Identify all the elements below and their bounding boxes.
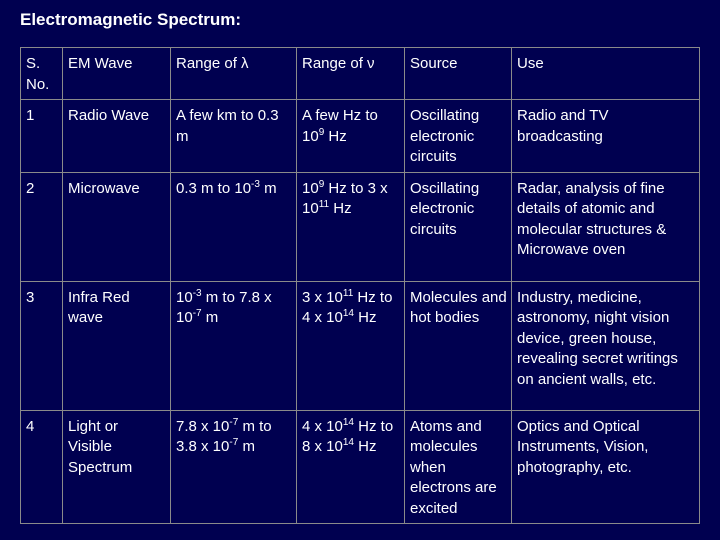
cell-em-wave: Infra Red wave [63,281,171,410]
spectrum-table [20,47,700,524]
page-title: Electromagnetic Spectrum: [20,10,242,29]
cell-use: Radio and TV broadcasting [512,100,700,173]
cell-em-wave: Radio Wave [63,100,171,173]
cell-sno: 4 [21,410,63,524]
cell-use: Optics and Optical Instruments, Vision, photography, etc. [512,410,700,524]
table-row [21,100,700,173]
cell-sno: 1 [21,100,63,173]
cell-range-nu: 4 x $10^{14}$ Hz to 8 x $10^{14}$ Hz [297,410,405,524]
table-row [21,410,700,524]
header-sno: S. No. [21,48,63,100]
cell-range-nu: A few Hz to $10^9$ Hz [297,100,405,173]
cell-use: Radar, analysis of fine details of atomic and molecular structures & Microwave oven [512,172,700,281]
cell-source: Oscillating electronic circuits [405,172,512,281]
cell-sno: 2 [21,172,63,281]
table-row [21,172,700,281]
header-range-nu: Range of ν [297,48,405,100]
cell-source: Atoms and molecules when electrons are excited [405,410,512,524]
cell-range-lambda: 7.8 x $10^{-7}$ m to 3.8 x $10^{-7}$ m [171,410,297,524]
table-row [21,281,700,410]
table-header-row [21,48,700,100]
header-range-lambda: Range of λ [171,48,297,100]
cell-range-lambda: 0.3 m to $10^{-3}$ m [171,172,297,281]
cell-range-nu: 3 x $10^{11}$ Hz to 4 x $10^{14}$ Hz [297,281,405,410]
cell-em-wave: Microwave [63,172,171,281]
cell-source: Molecules and hot bodies [405,281,512,410]
header-em-wave: EM Wave [63,48,171,100]
cell-source: Oscillating electronic circuits [405,100,512,173]
cell-sno: 3 [21,281,63,410]
cell-range-nu: $10^9$ Hz to 3 x $10^{11}$ Hz [297,172,405,281]
header-use: Use [512,48,700,100]
cell-range-lambda: A few km to 0.3 m [171,100,297,173]
cell-em-wave: Light or Visible Spectrum [63,410,171,524]
header-source: Source [405,48,512,100]
cell-range-lambda: $10^{-3}$ m to 7.8 x $10^{-7}$ m [171,281,297,410]
cell-use: Industry, medicine, astronomy, night vision device, green house, revealing secret writings on ancient walls, etc. [512,281,700,410]
